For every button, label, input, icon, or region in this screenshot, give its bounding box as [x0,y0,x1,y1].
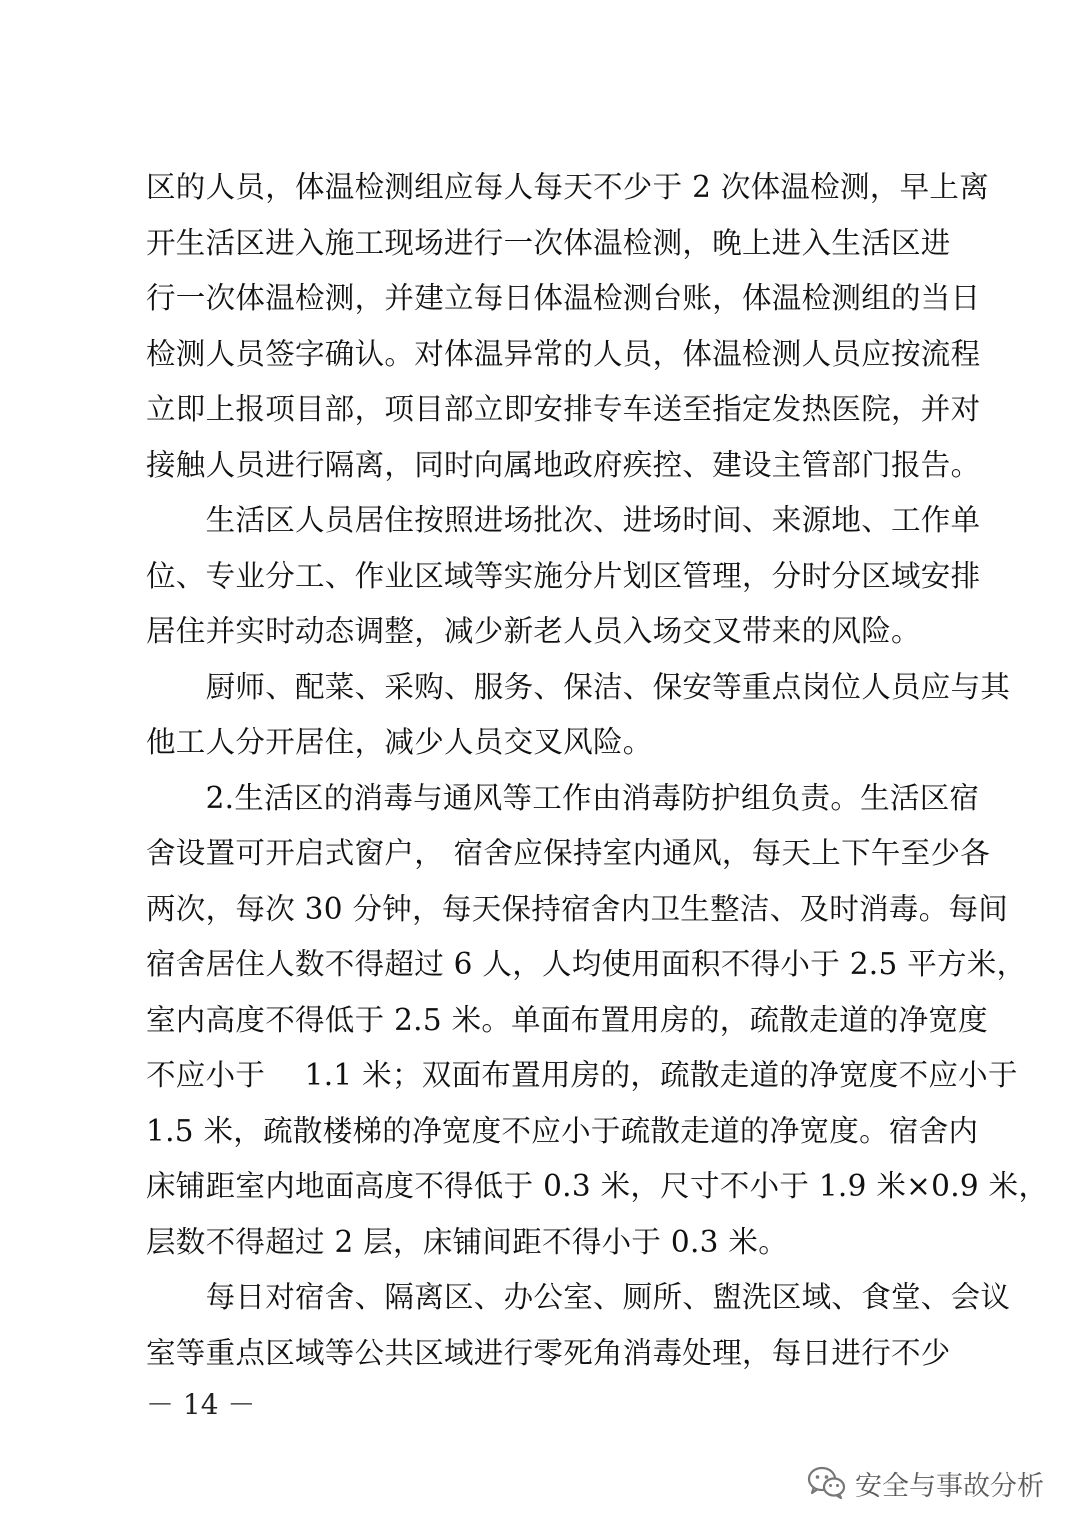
page-number: － 14 － [146,1388,256,1421]
text-line: 行一次体温检测，并建立每日体温检测台账，体温检测组的当日 [146,281,981,315]
text-line: 宿舍居住人数不得超过 6 人，人均使用面积不得小于 2.5 平方米， [146,947,1027,981]
watermark [807,1458,1044,1508]
body-text [146,160,1049,1381]
text-line: 2.生活区的消毒与通风等工作由消毒防护组负责。生活区宿 [146,780,980,815]
watermark-text: 安全与事故分析 [855,1470,1044,1502]
text-line: 床铺距室内地面高度不得低于 0.3 米，尺寸不小于 1.9 米×0.9 米， [146,1169,1049,1203]
text-line: 1.5 米，疏散楼梯的净宽度不应小于疏散走道的净宽度。宿舍内 [146,1113,979,1148]
text-line: 两次，每次 30 分钟，每天保持宿舍内卫生整洁、及时消毒。每间 [146,891,1009,926]
text-line: 每日对宿舍、隔离区、办公室、厕所、盥洗区域、食堂、会议 [146,1280,1011,1314]
text-line: 厨师、配菜、采购、服务、保洁、保安等重点岗位人员应与其 [146,669,1011,704]
text-line: 层数不得超过 2 层，床铺间距不得小于 0.3 米。 [146,1224,788,1259]
text-line: 立即上报项目部，项目部立即安排专车送至指定发热医院，并对 [146,392,981,426]
text-line: 检测人员签字确认。对体温异常的人员，体温检测人员应按流程 [146,336,981,371]
text-line: 接触人员进行隔离，同时向属地政府疾控、建设主管部门报告。 [146,447,981,482]
text-line: 开生活区进入施工现场进行一次体温检测，晚上进入生活区进 [146,225,951,260]
text-line: 区的人员，体温检测组应每人每天不少于 2 次体温检测，早上离 [146,170,990,204]
text-line: 生活区人员居住按照进场批次、进场时间、来源地、工作单 [146,503,981,537]
wechat-icon [807,1466,847,1500]
text-line: 室等重点区域等公共区域进行零死角消毒处理，每日进行不少 [146,1335,951,1370]
text-line: 居住并实时动态调整，减少新老人员入场交叉带来的风险。 [146,614,921,648]
text-line: 他工人分开居住，减少人员交叉风险。 [146,725,653,759]
text-line: 不应小于 1.1 米；双面布置用房的，疏散走道的净宽度不应小于 [146,1058,1018,1092]
text-line: 室内高度不得低于 2.5 米。单面布置用房的，疏散走道的净宽度 [146,1002,988,1037]
text-line: 位、专业分工、作业区域等实施分片划区管理，分时分区域安排 [146,558,981,593]
text-line: 舍设置可开启式窗户， 宿舍应保持室内通风，每天上下午至少各 [146,836,991,870]
